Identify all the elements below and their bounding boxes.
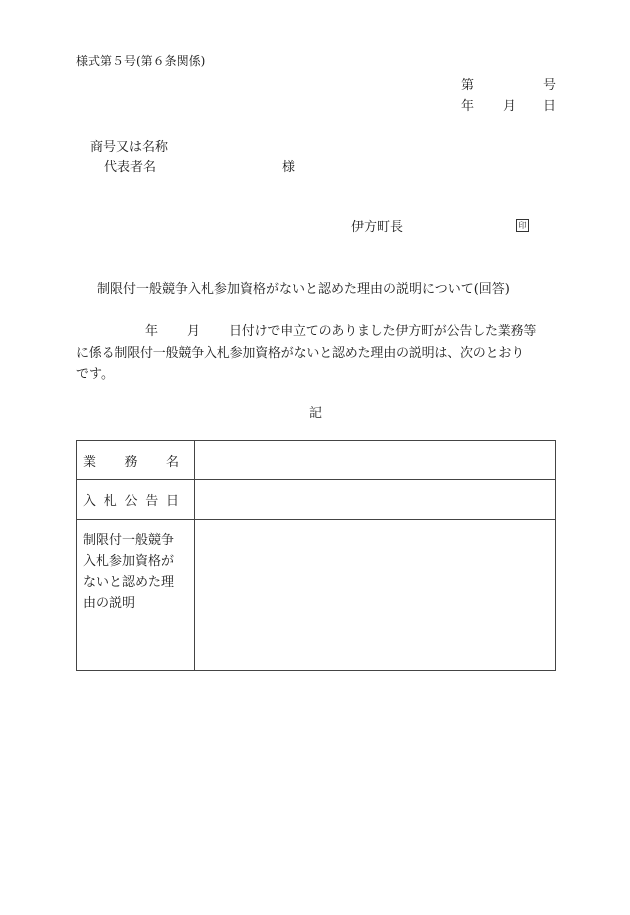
date-month: 月 [503,99,517,114]
body-year: 年 [145,324,159,339]
form-number: 様式第５号(第６条関係) [76,54,206,68]
table-row-announcement-date [77,480,556,520]
recipient-honorific: 様 [282,160,296,175]
announcement-date-label: 入 札 公 告 日 [77,480,195,520]
body-month: 月 [187,324,201,339]
announcement-date-value[interactable] [195,480,556,520]
table-row-business-name [77,441,556,480]
doc-number-go: 号 [543,78,557,93]
reason-value[interactable] [195,520,556,671]
body-line3: です。 [76,367,114,382]
date-year: 年 [461,99,475,114]
date-day: 日 [543,99,557,114]
seal-mark: 印 [516,219,529,232]
table-row-reason [77,520,556,671]
body-line2: に係る制限付一般競争入札参加資格がないと認めた理由の説明は、次のとおり [76,346,525,361]
document-title: 制限付一般競争入札参加資格がないと認めた理由の説明について(回答) [97,282,510,297]
business-name-label: 業 務 名 [77,441,195,480]
recipient-company-label: 商号又は名称 [90,140,169,155]
doc-number-dai: 第 [461,78,475,93]
reason-label: 制限付一般競争 入札参加資格が ないと認めた理 由の説明 [77,520,195,671]
sender-title: 伊方町長 [351,220,404,235]
details-table [76,440,556,671]
business-name-value[interactable] [195,441,556,480]
ki-heading: 記 [309,406,323,421]
body-line1: 日付けで申立てのありました伊方町が公告した業務等 [229,324,537,339]
recipient-rep-label: 代表者名 [104,160,157,175]
